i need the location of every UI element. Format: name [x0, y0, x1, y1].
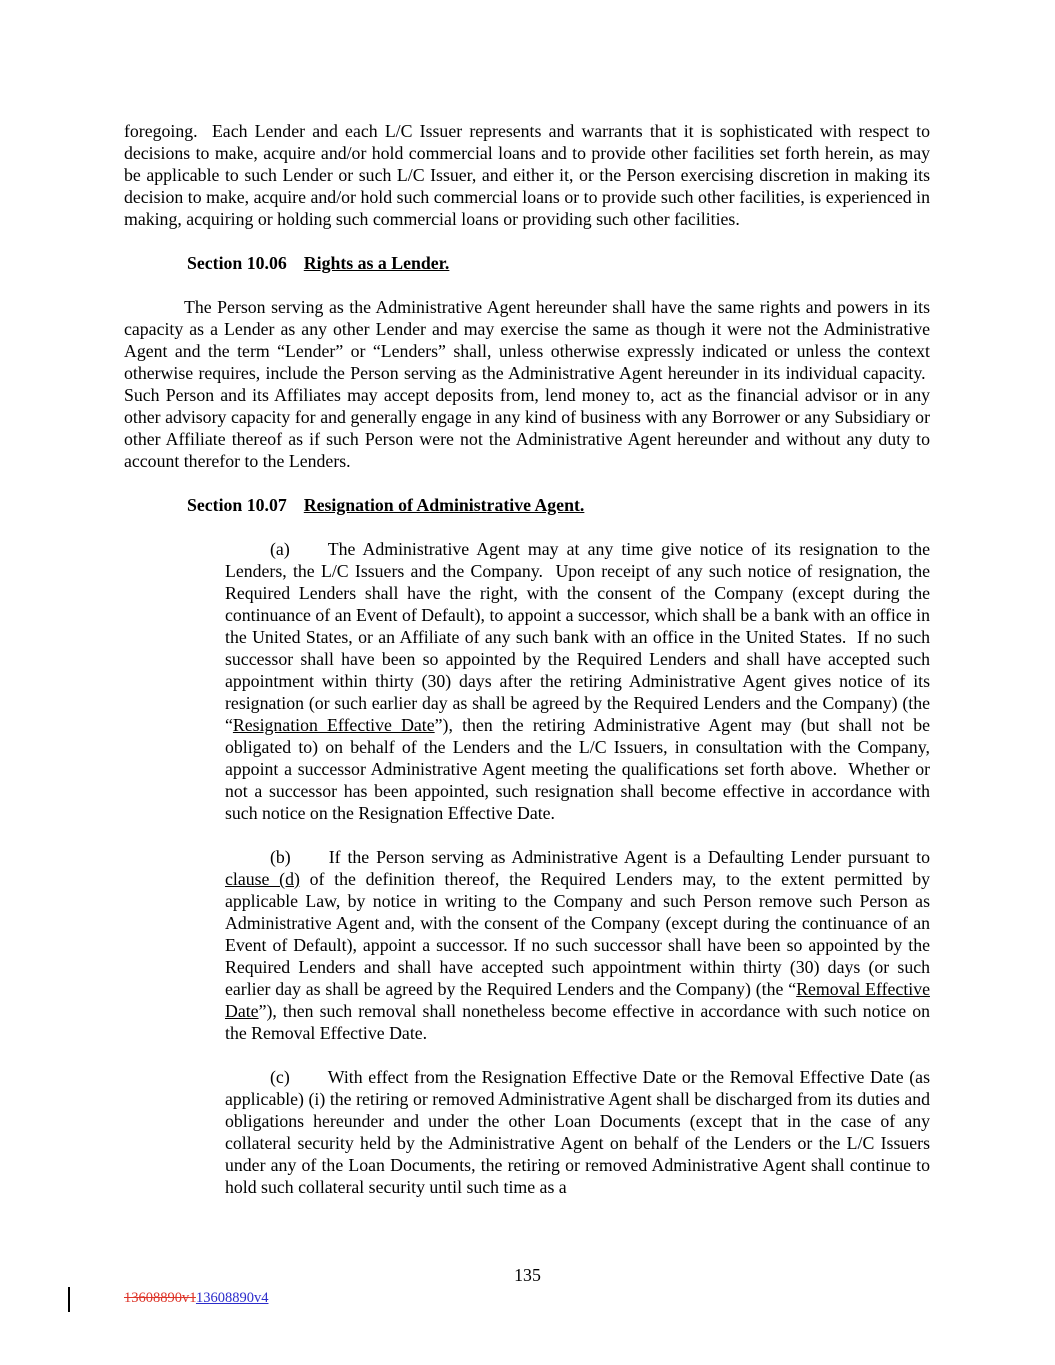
paragraph-c — [225, 1066, 930, 1198]
section-title: Rights as a Lender. — [303, 253, 450, 273]
text-run: The Administrative Agent may at any time give notice of its resignation to the Lenders, the L/C Issuers and the Company. Upon receipt of any such notice of resignation, the Required Lenders shall have the right, with the consent of the Company (except during the continuance of an Event of Default), to appoint a successor, which shall be a bank with an office in the United States, or an Affiliate of any such bank with an office in the United States. If no such successor shall have been so appointed by the Required Lenders and shall have accepted such appointment within thirty (30) days after the retiring Administrative Agent gives notice of its resignation (or such earlier day as shall be agreed by the Required Lenders and the Company) (the “ — [225, 539, 930, 735]
section-label: Section 10.07 — [187, 495, 287, 515]
defined-term: Resignation Effective Date — [232, 715, 435, 735]
section-heading-10-07 — [187, 494, 930, 516]
revision-change-bar — [68, 1287, 70, 1312]
defined-term: clause (d) — [225, 869, 300, 889]
paragraph-letter: (c) — [270, 1067, 290, 1087]
paragraph-letter: (a) — [270, 539, 290, 559]
deleted-doc-id: 13608890v1 — [124, 1290, 196, 1306]
text-run: With effect from the Resignation Effective Date or the Removal Effective Date (as applicable) (i) the retiring or removed Administrative Agent shall be discharged from its duties and obligations hereunder and under the other Loan Documents (except that in the case of any collateral security held by the Administrative Agent on behalf of the Lenders or the L/C Issuers under any of the Loan Documents, the retiring or removed Administrative Agent shall continue to hold such collateral security until such time as a — [225, 1067, 930, 1197]
text-run: If the Person serving as Administrative Agent is a Defaulting Lender pursuant to — [328, 847, 930, 867]
paragraph-a — [225, 538, 930, 824]
footer-doc-ids — [124, 1289, 268, 1307]
page-number: 135 — [514, 1265, 541, 1285]
text-run: ”), then such removal shall nonetheless become effective in accordance with such notice on the Removal Effective Date. — [225, 1001, 930, 1043]
document-body — [124, 120, 930, 1220]
paragraph-letter: (b) — [270, 847, 291, 867]
paragraph-text — [225, 539, 930, 823]
paragraph-intro-continuation: foregoing. Each Lender and each L/C Issuer represents and warrants that it is sophisticated with respect to decisions to make, acquire and/or hold commercial loans and to provide other facilities set forth herein, as may be applicable to such Lender or such L/C Issuer, and either it, or the Person exercising discretion in making its decision to make, acquire and/or hold such commercial loans or to provide such other facilities, is experienced in making, acquiring or holding such commercial loans or providing such other facilities. — [124, 121, 930, 229]
defined-term: Removal Effective Date — [225, 979, 930, 1021]
inserted-doc-id: 13608890v4 — [195, 1290, 269, 1306]
paragraph-b — [225, 846, 930, 1044]
paragraph-text — [225, 1067, 930, 1197]
paragraph-text — [225, 847, 930, 1043]
paragraph-rights-as-lender: The Person serving as the Administrative Agent hereunder shall have the same rights and powers in its capacity as a Lender as any other Lender and may exercise the same as though it were not the Administrative Agent and the term “Lender” or “Lenders” shall, unless otherwise expressly indicated or unless the context otherwise requires, include the Person serving as the Administrative Agent hereunder in its individual capacity. Such Person and its Affiliates may accept deposits from, lend money to, act as the financial advisor or in any other advisory capacity for and generally engage in any kind of business with any Borrower or any Subsidiary or other Affiliate thereof as if such Person were not the Administrative Agent hereunder and without any duty to account therefor to the Lenders. — [124, 297, 930, 471]
text-run: of the definition thereof, the Required Lenders may, to the extent permitted by applicable Law, by notice in writing to the Company and such Person remove such Person as Administrative Agent and, with the consent of the Company (except during the continuance of an Event of Default), appoint a successor. If no such successor shall have been so appointed by the Required Lenders and shall have accepted such appointment within thirty (30) days (or such earlier day as shall be agreed by the Required Lenders and the Company) (the “ — [225, 869, 930, 999]
section-heading-10-06 — [187, 252, 930, 274]
text-run: ”), then the retiring Administrative Agent may (but shall not be obligated to) on behalf of the Lenders and the L/C Issuers, in consultation with the Company, appoint a successor Administrative Agent meeting the qualifications set forth above. Whether or not a successor has been appointed, such resignation shall become effective in accordance with such notice on the Resignation Effective Date. — [225, 715, 931, 823]
section-title: Resignation of Administrative Agent. — [303, 495, 585, 515]
section-label: Section 10.06 — [187, 253, 287, 273]
